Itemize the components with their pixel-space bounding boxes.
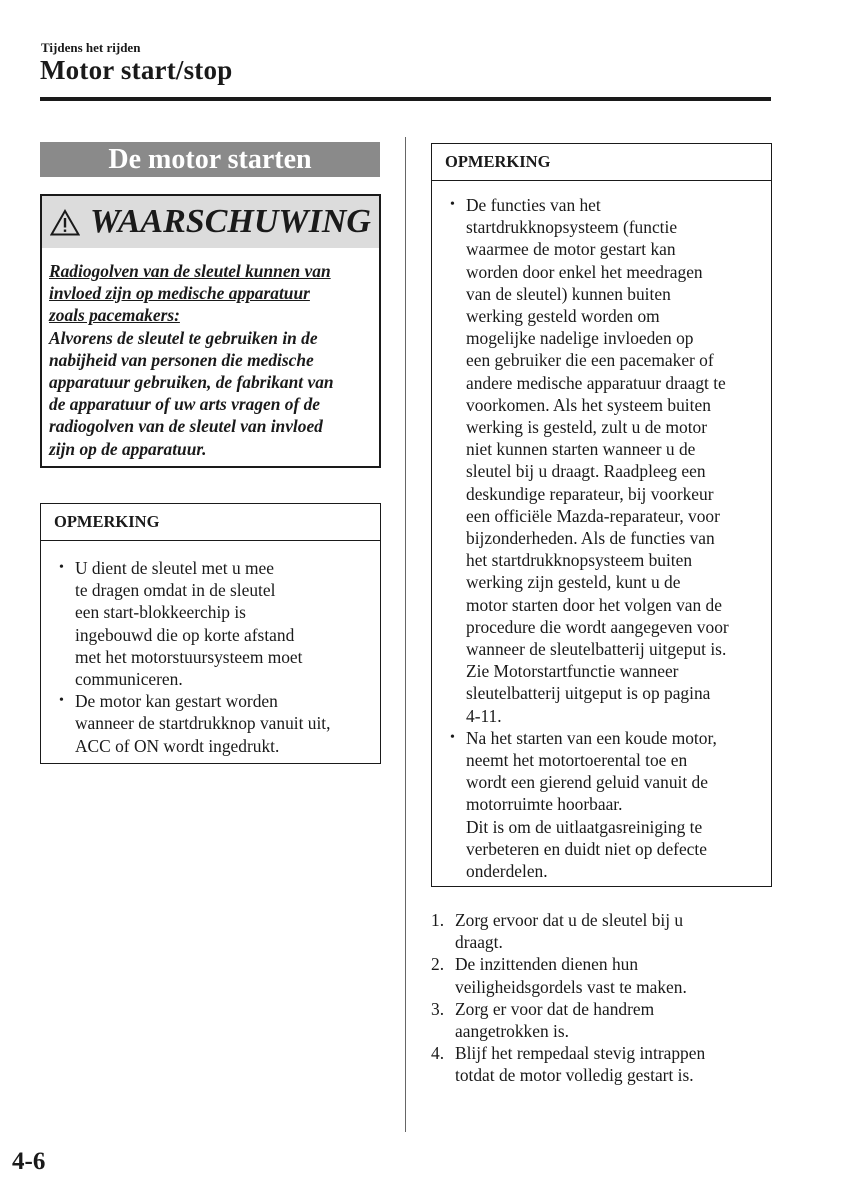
text-line: Zorg ervoor dat u de sleutel bij u: [455, 910, 684, 930]
text-line: wanneer de sleutelbatterij uitgeput is.: [466, 639, 727, 660]
note-bullet-item: [41, 690, 380, 757]
text-line: niet kunnen starten wanneer u de: [466, 439, 696, 460]
text-line: ingebouwd die op korte afstand: [75, 624, 295, 645]
procedure-step: [431, 1042, 771, 1086]
note-box-right: [431, 143, 772, 887]
warning-line: nabijheid van personen die medische: [49, 349, 314, 370]
text-line: werking zijn gesteld, kunt u de: [466, 572, 681, 593]
text-line: te dragen omdat in de sleutel: [75, 580, 276, 601]
note-box-left: [40, 503, 381, 764]
procedure-step: [431, 953, 771, 997]
warning-underlined-line: Radiogolven van de sleutel kunnen van: [49, 261, 331, 281]
text-line: startdrukknopsysteem (functie: [466, 217, 678, 238]
text-line: procedure die wordt aangegeven voor: [466, 616, 729, 637]
text-line: ACC of ON wordt ingedrukt.: [75, 735, 280, 756]
warning-underlined-line: zoals pacemakers:: [49, 305, 180, 326]
text-line: waarmee de motor gestart kan: [466, 239, 676, 260]
text-line: Zorg er voor dat de handrem: [455, 998, 655, 1019]
warning-triangle-icon: [50, 209, 80, 236]
text-line: een officiële Mazda-reparateur, voor: [466, 505, 720, 526]
text-line: neemt het motortoerental toe en: [466, 750, 688, 771]
step-number: 1.: [431, 910, 445, 930]
column-divider: [405, 137, 406, 1132]
note-bullet-item: [432, 194, 771, 727]
note-body: [432, 181, 771, 882]
step-number: 2.: [431, 954, 445, 975]
text-line: Zie Motorstartfunctie wanneer: [466, 661, 679, 682]
warning-header: [42, 196, 379, 248]
text-line: wanneer de startdrukknop vanuit uit,: [75, 713, 331, 734]
text-line: communiceren.: [75, 669, 183, 690]
text-line: motor starten door het volgen van de: [466, 594, 722, 615]
text-line: • De motor kan gestart worden: [75, 691, 278, 712]
text-line: draagt.: [455, 932, 503, 953]
note-bullet-item: [432, 727, 771, 882]
text-line: het startdrukknopsysteem buiten: [466, 550, 693, 571]
text-line: sleutelbatterij uitgeput is op pagina: [466, 683, 711, 704]
section-heading: De motor starten: [40, 142, 380, 177]
warning-line: radiogolven van de sleutel van invloed: [49, 416, 323, 437]
text-line: een gebruiker die een pacemaker of: [466, 350, 714, 371]
text-line: motorruimte hoorbaar.: [466, 794, 623, 815]
warning-line: zijn op de apparatuur.: [49, 438, 207, 459]
procedure-steps: [431, 909, 771, 1087]
note-heading: OPMERKING: [432, 144, 771, 181]
page-number: 4-6: [12, 1148, 46, 1175]
note-body: [41, 541, 380, 757]
warning-line: apparatuur gebruiken, de fabrikant van: [49, 372, 334, 393]
text-line: • U dient de sleutel met u mee: [75, 558, 274, 578]
text-line: andere medische apparatuur draagt te: [466, 372, 726, 393]
text-line: 4-11.: [466, 705, 502, 726]
text-line: bijzonderheden. Als de functies van: [466, 528, 715, 549]
title-rule: [40, 97, 771, 101]
text-line: wordt een gierend geluid vanuit de: [466, 772, 708, 793]
text-line: met het motorstuursysteem moet: [75, 646, 303, 667]
text-line: mogelijke nadelige invloeden op: [466, 328, 694, 349]
text-line: deskundige reparateur, bij voorkeur: [466, 483, 714, 504]
text-line: verbeteren en duidt niet op defecte: [466, 838, 707, 859]
text-line: worden door enkel het meedragen: [466, 261, 703, 282]
text-line: Blijf het rempedaal stevig intrappen: [455, 1043, 706, 1064]
step-number: 3.: [431, 998, 445, 1019]
text-line: veiligheidsgordels vast te maken.: [455, 976, 687, 997]
text-line: De inzittenden dienen hun: [455, 954, 639, 975]
warning-box: [40, 194, 381, 468]
text-line: totdat de motor volledig gestart is.: [455, 1065, 694, 1086]
text-line: sleutel bij u draagt. Raadpleeg een: [466, 461, 706, 482]
note-heading: OPMERKING: [41, 504, 380, 541]
warning-line: de apparatuur of uw arts vragen of de: [49, 394, 321, 415]
chapter-label: Tijdens het rijden: [41, 40, 141, 55]
text-line: onderdelen.: [466, 861, 548, 882]
text-line: Dit is om de uitlaatgasreiniging te: [466, 816, 703, 837]
text-line: • De functies van het: [466, 195, 601, 215]
procedure-step: [431, 998, 771, 1042]
warning-underlined-line: invloed zijn op medische apparatuur: [49, 283, 310, 304]
text-line: voorkomen. Als het systeem buiten: [466, 394, 711, 415]
text-line: van de sleutel) kunnen buiten: [466, 283, 671, 304]
step-number: 4.: [431, 1043, 445, 1064]
text-line: aangetrokken is.: [455, 1021, 569, 1042]
text-line: werking is gesteld, zult u de motor: [466, 417, 708, 438]
page-title: Motor start/stop: [40, 55, 233, 85]
warning-line: Alvorens de sleutel te gebruiken in de: [49, 327, 318, 348]
note-bullet-item: [41, 557, 380, 690]
text-line: • Na het starten van een koude motor,: [466, 727, 717, 748]
warning-label: WAARSCHUWING: [90, 203, 371, 240]
text-line: werking gesteld worden om: [466, 306, 660, 327]
text-line: een start-blokkeerchip is: [75, 602, 246, 623]
warning-text: [42, 248, 379, 460]
procedure-step: [431, 909, 771, 953]
